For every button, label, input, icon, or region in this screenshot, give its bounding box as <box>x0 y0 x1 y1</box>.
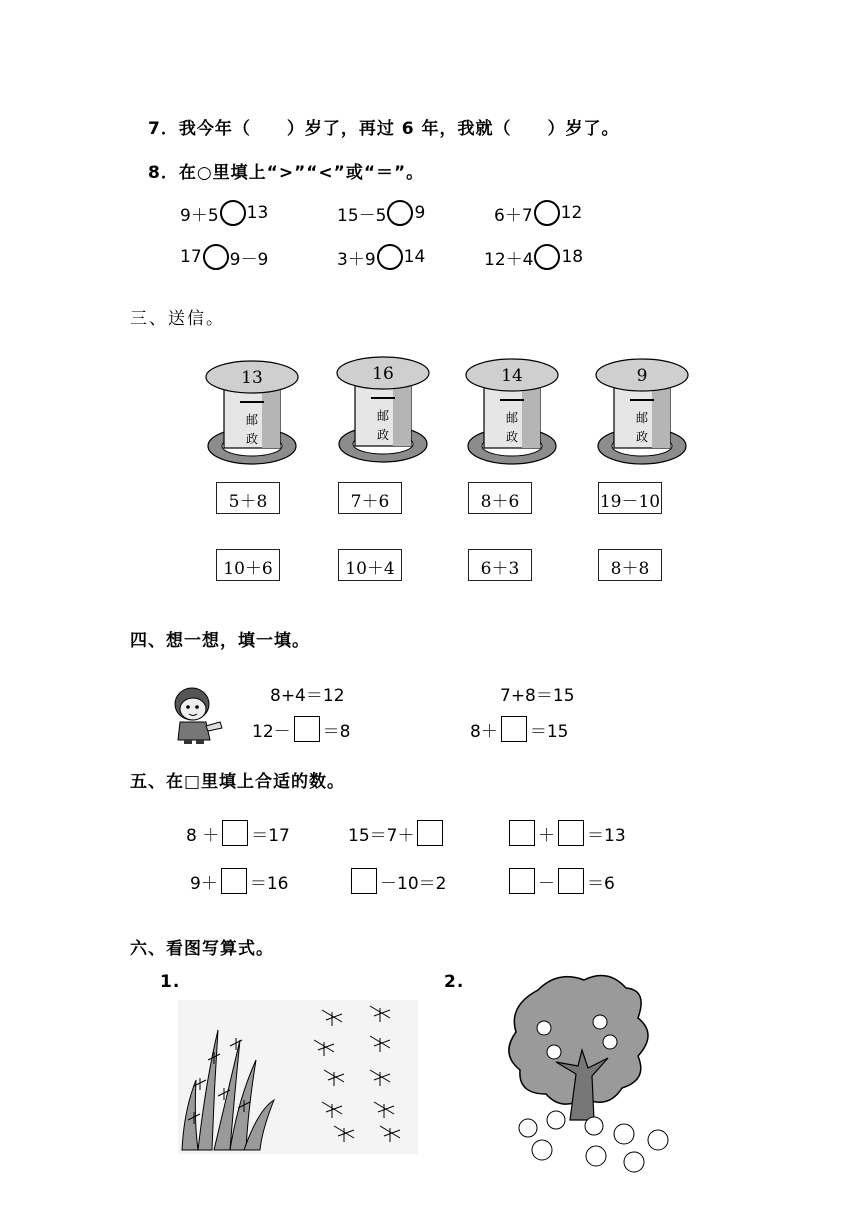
equation-top: 7+8＝15 <box>500 686 575 706</box>
mailbox-number: 9 <box>636 366 648 386</box>
letter-card[interactable]: 10＋6 <box>216 549 280 581</box>
mailbox-label: 政 <box>376 428 389 442</box>
section-6-title: 六、看图写算式。 <box>130 939 274 959</box>
compare-item: 17 9－9 <box>180 244 268 270</box>
mailbox-label: 政 <box>635 430 648 444</box>
section-4-title: 四、想一想，填一填。 <box>130 631 310 651</box>
mailbox-label: 政 <box>505 430 518 444</box>
compare-item: 6＋7 12 <box>494 200 582 226</box>
mailbox <box>335 352 431 464</box>
letter-card[interactable]: 19－10 <box>598 482 662 514</box>
mailbox-label: 邮 <box>505 411 518 425</box>
picture-1-label: 1. <box>160 972 181 992</box>
mailbox-number: 13 <box>241 368 263 388</box>
mailbox <box>204 356 300 468</box>
mailbox-label: 邮 <box>245 413 258 427</box>
letter-card[interactable]: 7＋6 <box>338 482 402 514</box>
answer-circle[interactable] <box>220 200 246 226</box>
boy-icon <box>166 682 226 746</box>
mailbox-label: 政 <box>245 432 258 446</box>
answer-box[interactable] <box>558 820 584 846</box>
compare-item: 15－5 9 <box>337 200 425 226</box>
fill-item: 8 ＋ ＝17 <box>186 820 290 846</box>
answer-box[interactable] <box>509 868 535 894</box>
compare-item: 12＋4 18 <box>484 244 583 270</box>
fill-item: ＋ ＝13 <box>506 820 626 846</box>
letter-card[interactable]: 6＋3 <box>468 549 532 581</box>
equation-top: 8+4＝12 <box>270 686 345 706</box>
compare-item: 3＋9 14 <box>337 244 425 270</box>
letter-card[interactable]: 5＋8 <box>216 482 280 514</box>
answer-box[interactable] <box>222 820 248 846</box>
question-8: 8．在○里填上“>”“<”或“＝”。 <box>148 163 425 183</box>
answer-box[interactable] <box>221 868 247 894</box>
fill-item: 9＋ ＝16 <box>190 868 288 894</box>
mailbox-label: 邮 <box>635 411 648 425</box>
equation-bottom: 12－ ＝8 <box>252 716 350 742</box>
picture-2-label: 2. <box>444 972 465 992</box>
mailbox <box>594 354 690 466</box>
fill-item: 15＝7＋ <box>348 820 446 846</box>
mailbox-number: 14 <box>501 366 523 386</box>
apple-tree-picture <box>498 970 678 1180</box>
answer-box[interactable] <box>501 716 527 742</box>
answer-circle[interactable] <box>203 244 229 270</box>
dragonfly-picture <box>178 1000 418 1154</box>
section-5-title: 五、在□里填上合适的数。 <box>130 772 346 792</box>
answer-box[interactable] <box>417 820 443 846</box>
fill-item: －10＝2 <box>348 868 446 894</box>
answer-box[interactable] <box>558 868 584 894</box>
letter-card[interactable]: 10＋4 <box>338 549 402 581</box>
letter-card[interactable]: 8＋8 <box>598 549 662 581</box>
answer-circle[interactable] <box>377 244 403 270</box>
mailbox <box>464 354 560 466</box>
answer-circle[interactable] <box>534 244 560 270</box>
equation-bottom: 8＋ ＝15 <box>470 716 568 742</box>
letter-card[interactable]: 8＋6 <box>468 482 532 514</box>
section-3-title: 三、送信。 <box>130 309 225 329</box>
question-7: 7．我今年（ ）岁了，再过 6 年，我就（ ）岁了。 <box>148 119 620 139</box>
compare-item: 9＋5 13 <box>180 200 268 226</box>
answer-box[interactable] <box>351 868 377 894</box>
answer-box[interactable] <box>294 716 320 742</box>
answer-box[interactable] <box>509 820 535 846</box>
answer-circle[interactable] <box>534 200 560 226</box>
fill-item: － ＝6 <box>506 868 615 894</box>
mailbox-label: 邮 <box>376 409 389 423</box>
mailbox-number: 16 <box>372 364 394 384</box>
answer-circle[interactable] <box>387 200 413 226</box>
